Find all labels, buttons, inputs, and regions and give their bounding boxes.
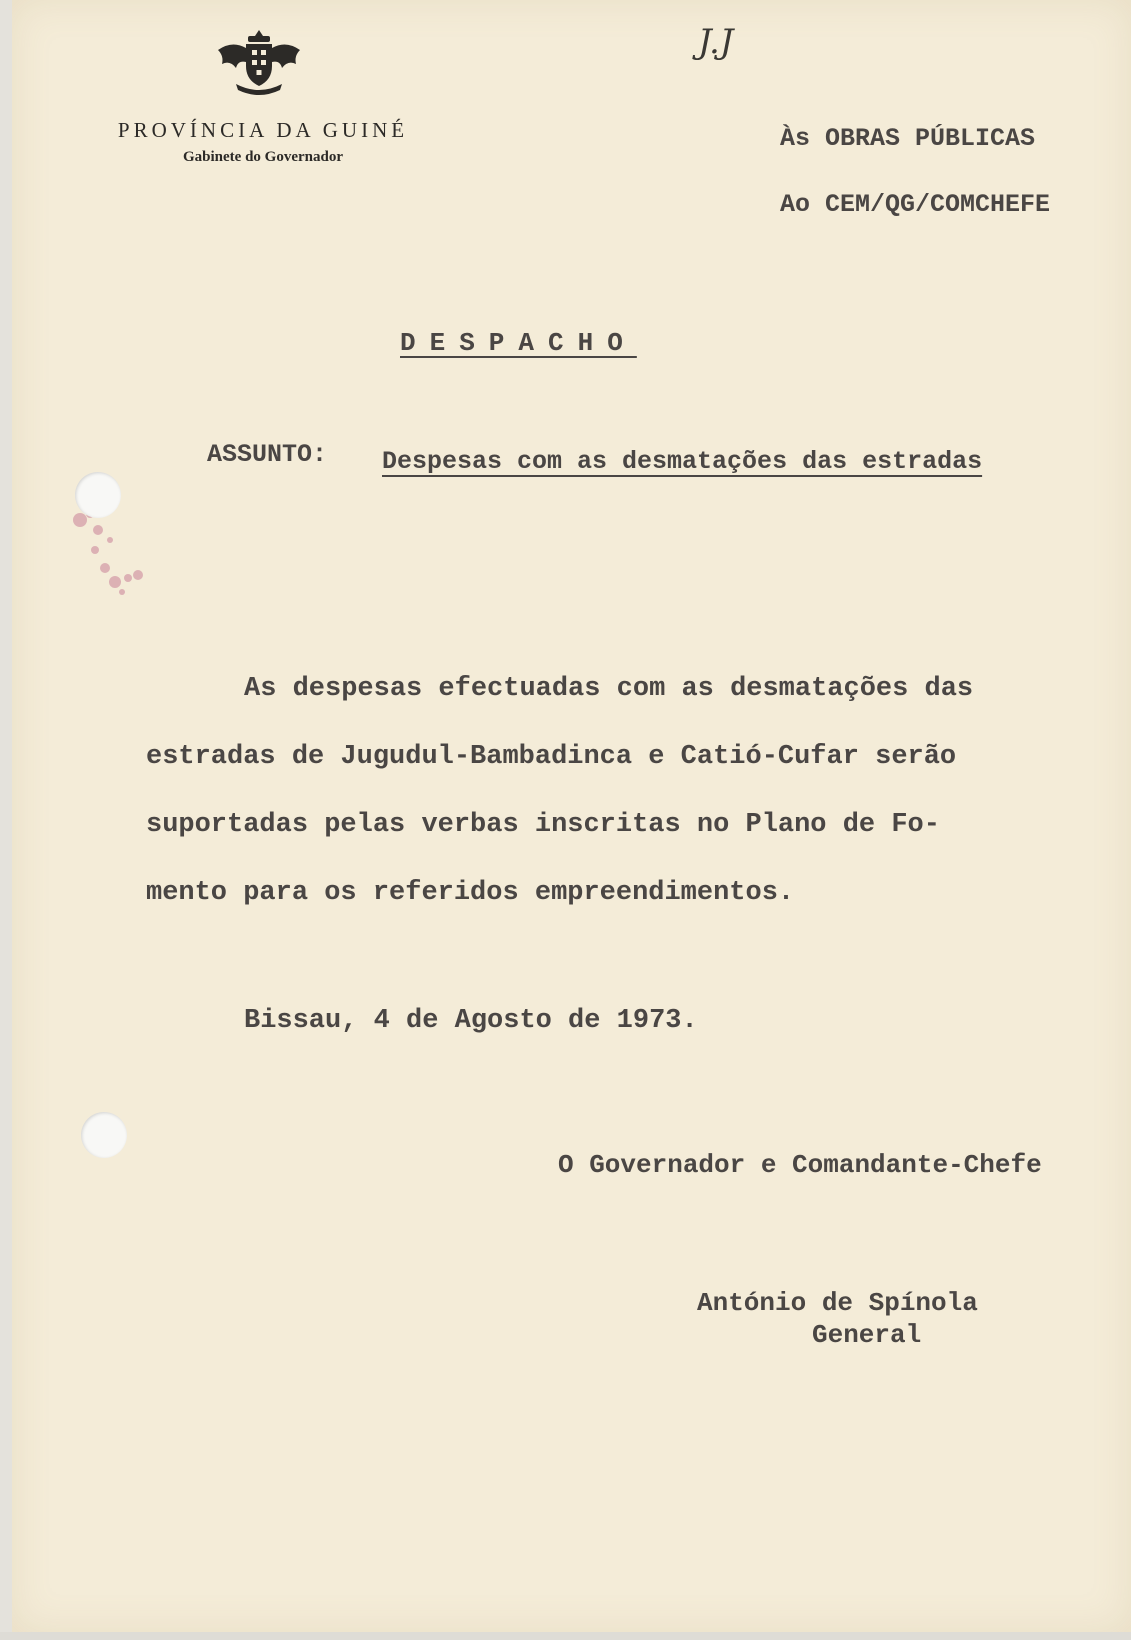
signatory-rank: General <box>812 1320 922 1350</box>
letterhead-cabinet: Gabinete do Governador <box>183 149 343 165</box>
ink-stain <box>60 500 155 620</box>
body-line-1: As despesas efectuadas com as desmatações das <box>244 674 974 704</box>
letterhead <box>68 118 458 166</box>
addressee-2: Ao CEM/QG/COMCHEFE <box>780 190 1051 219</box>
subject-text: Despesas com as desmatações das estradas <box>382 447 983 476</box>
closing-title: O Governador e Comandante-Chefe <box>558 1150 1042 1180</box>
scan-edge <box>0 0 12 1640</box>
body-line-3: suportadas pelas verbas inscritas no Plano de Fo- <box>146 810 940 840</box>
subject-label: ASSUNTO: <box>207 440 328 469</box>
punch-hole-top <box>75 472 121 518</box>
addressee-1: Às OBRAS PÚBLICAS <box>780 124 1036 153</box>
punch-hole-bottom <box>81 1112 127 1158</box>
scan-bottom-edge <box>0 1632 1131 1640</box>
coat-of-arms-icon <box>212 26 306 98</box>
body-line-4: mento para os referidos empreendimentos. <box>146 878 795 908</box>
signatory-name: António de Spínola <box>697 1288 978 1318</box>
document-title: DESPACHO <box>400 328 637 358</box>
body-line-2: estradas de Jugudul-Bambadinca e Catió-Cufar serão <box>146 742 957 772</box>
letterhead-province: PROVÍNCIA DA GUINÉ <box>117 118 409 142</box>
handwritten-mark: J.J <box>698 22 734 62</box>
date-line: Bissau, 4 de Agosto de 1973. <box>244 1006 698 1036</box>
